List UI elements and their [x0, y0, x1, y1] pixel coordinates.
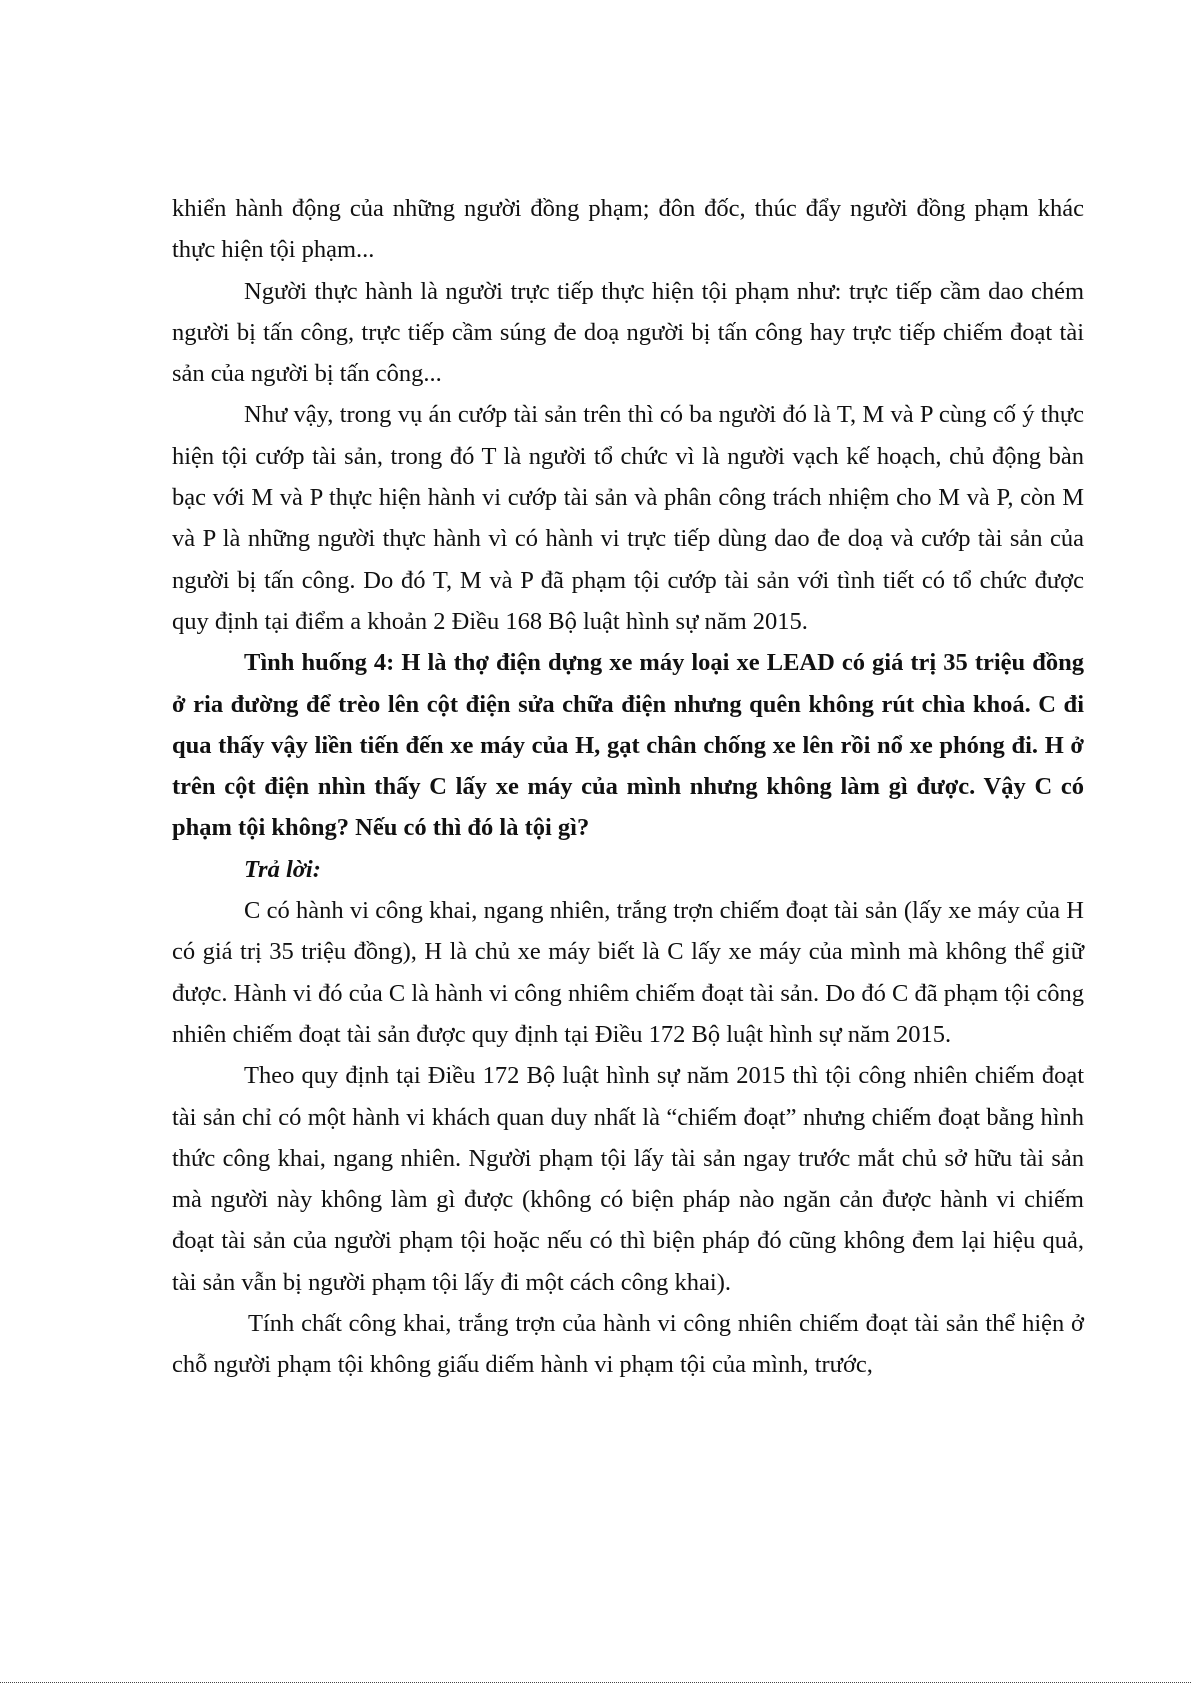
paragraph-nguoi-thuc-hanh: Người thực hành là người trực tiếp thực hiện tội phạm như: trực tiếp cầm dao chém người bị tấn công, trực tiếp cầm súng đe doạ người bị tấn công hay trực tiếp chiếm đoạt tài sản của người bị tấn công...	[172, 277, 1084, 388]
paragraph-theo-quy-dinh: Theo quy định tại Điều 172 Bộ luật hình sự năm 2015 thì tội công nhiên chiếm đoạt tài sản chỉ có một hành vi khách quan duy nhất là “chiếm đoạt” nhưng chiếm đoạt bằng hình thức công khai, ngang nhiên. Người phạm tội lấy tài sản ngay trước mắt chủ sở hữu tài sản mà người này không làm gì được (không có biện pháp nào ngăn cản được hành vi chiếm đoạt tài sản của người phạm tội hoặc nếu có thì biện pháp đó cũng không đem lại hiệu quả, tài sản vẫn bị người phạm tội lấy đi một cách công khai).	[172, 1062, 1084, 1296]
page-bottom-rule	[0, 1682, 1191, 1683]
paragraph-answer: C có hành vi công khai, ngang nhiên, trắng trợn chiếm đoạt tài sản (lấy xe máy của H có giá trị 35 triệu đồng), H là chủ xe máy biết là C lấy xe máy của mình mà không thể giữ được. Hành vi đó của C là hành vi công nhiêm chiếm đoạt tài sản. Do đó C đã phạm tội công nhiên chiếm đoạt tài sản được quy định tại Điều 172 Bộ luật hình sự năm 2015.	[172, 897, 1084, 1048]
situation-4-question: Tình huống 4: H là thợ điện dựng xe máy loại xe LEAD có giá trị 35 triệu đồng ở ria đường để trèo lên cột điện sửa chữa điện nhưng quên không rút chìa khoá. C đi qua thấy vậy liền tiến đến xe máy của H, gạt chân chống xe lên rồi nổ xe phóng đi. H ở trên cột điện nhìn thấy C lấy xe máy của mình nhưng không làm gì được. Vậy C có phạm tội không? Nếu có thì đó là tội gì?	[172, 649, 1084, 842]
paragraph-tinh-chat: Tính chất công khai, trắng trợn của hành vi công nhiên chiếm đoạt tài sản thể hiện ở chỗ người phạm tội không giấu diếm hành vi phạm tội của mình, trước,	[172, 1310, 1084, 1379]
paragraph-nhu-vay: Như vậy, trong vụ án cướp tài sản trên thì có ba người đó là T, M và P cùng cố ý thực hiện tội cướp tài sản, trong đó T là người tổ chức vì là người vạch kế hoạch, chủ động bàn bạc với M và P thực hiện hành vi cướp tài sản và phân công trách nhiệm cho M và P, còn M và P là những người thực hành vì có hành vi trực tiếp dùng dao đe doạ và cướp tài sản của người bị tấn công. Do đó T, M và P đã phạm tội cướp tài sản với tình tiết có tổ chức được quy định tại điểm a khoản 2 Điều 168 Bộ luật hình sự năm 2015.	[172, 401, 1084, 635]
paragraph-continuation: khiển hành động của những người đồng phạm; đôn đốc, thúc đẩy người đồng phạm khác thực hiện tội phạm...	[172, 195, 1084, 264]
document-page	[172, 188, 1084, 1386]
answer-heading: Trả lời:	[244, 855, 321, 883]
